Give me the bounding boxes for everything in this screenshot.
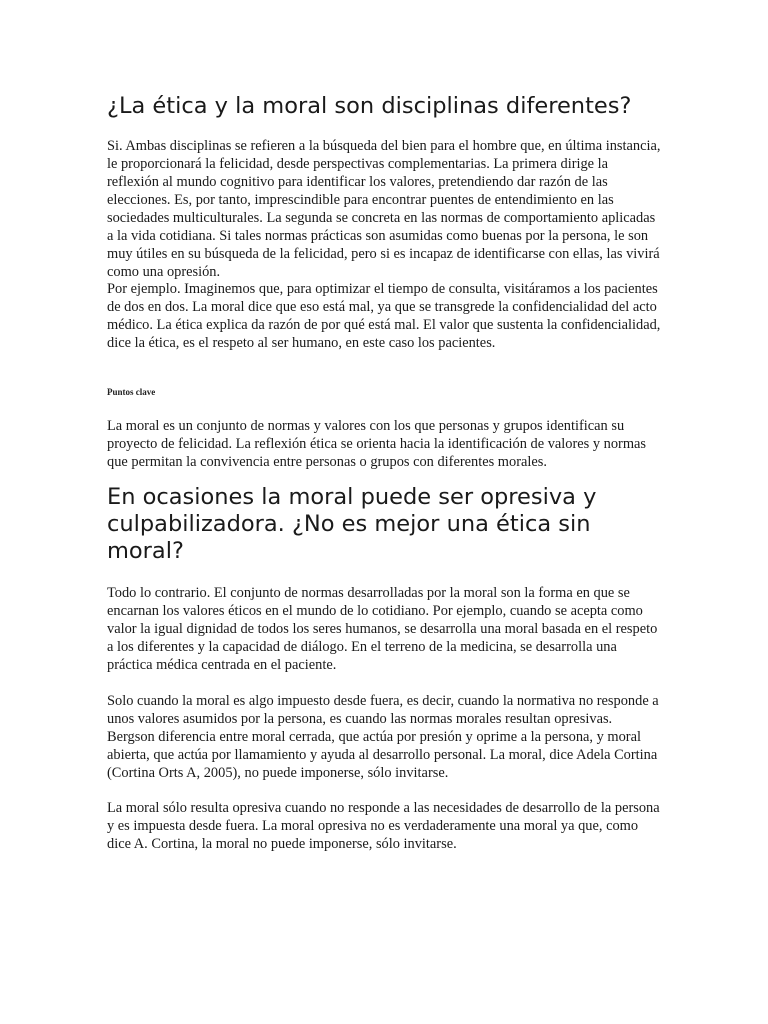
section2-paragraph-1-text: Todo lo contrario. El conjunto de normas desarrolladas por la moral son la forma en que se encarnan los valores éticos en el mundo de lo cotidiano. Por ejemplo, cuando se acepta como valor la igual dignidad de todos los seres humanos, se desarrolla una moral basada en el respeto a los diferentes y la capacidad de diálogo. En el terreno de la medicina, se desarrolla una práctica médica centrada en el paciente.: [107, 585, 658, 673]
section1-paragraph-3: [107, 417, 663, 471]
section1-heading: ¿La ética y la moral son disciplinas diferentes?: [107, 93, 632, 119]
section2-heading: En ocasiones la moral puede ser opresiva y culpabilizadora. ¿No es mejor una ética sin moral?: [107, 484, 597, 564]
section2-paragraph-2: [107, 692, 663, 782]
section1-paragraph-2: [107, 280, 663, 352]
section2-paragraph-3-text: La moral sólo resulta opresiva cuando no responde a las necesidades de desarrollo de la persona y es impuesta desde fuera. La moral opresiva no es verdaderamente una moral ya que, como dice A. Cortina, la moral no puede imponerse, sólo invitarse.: [107, 800, 660, 852]
section2-paragraph-2-text: Solo cuando la moral es algo impuesto desde fuera, es decir, cuando la normativa no responde a unos valores asumidos por la persona, es cuando las normas morales resultan opresivas. Bergson diferencia entre moral cerrada, que actúa por presión y oprime a la persona, y moral abierta, que actúa por llamamiento y ayuda al desarrollo personal. La moral, dice Adela Cortina (Cortina Orts A, 2005), no puede imponerse, sólo invitarse.: [107, 693, 659, 781]
section1-paragraph-1: [107, 137, 663, 281]
section2-paragraph-1: [107, 584, 663, 674]
key-points-label: Puntos clave: [107, 387, 156, 397]
section1-paragraph-1-text: Si. Ambas disciplinas se refieren a la búsqueda del bien para el hombre que, en última instancia, le proporcionará la felicidad, desde perspectivas complementarias. La primera dirige la reflexión al mundo cognitivo para identificar los valores, pretendiendo dar razón de las elecciones. Es, por tanto, imprescindible para encontrar puentes de entendimiento en las sociedades multiculturales. La segunda se concreta en las normas de comportamiento aplicadas a la vida cotidiana. Si tales normas prácticas son asumidas como buenas por la persona, le son muy útiles en su búsqueda de la felicidad, pero si es incapaz de identificarse con ellas, las vivirá como una opresión.: [107, 138, 661, 280]
section2-paragraph-3: [107, 799, 663, 853]
section1-paragraph-2-text: Por ejemplo. Imaginemos que, para optimizar el tiempo de consulta, visitáramos a los pacientes de dos en dos. La moral dice que eso está mal, ya que se transgrede la confidencialidad del acto médico. La ética explica da razón de por qué está mal. El valor que sustenta la confidencialidad, dice la ética, es el respeto al ser humano, en este caso los pacientes.: [107, 281, 661, 351]
section1-paragraph-3-text: La moral es un conjunto de normas y valores con los que personas y grupos identifican su proyecto de felicidad. La reflexión ética se orienta hacia la identificación de valores y normas que permitan la convivencia entre personas o grupos con diferentes morales.: [107, 418, 647, 470]
